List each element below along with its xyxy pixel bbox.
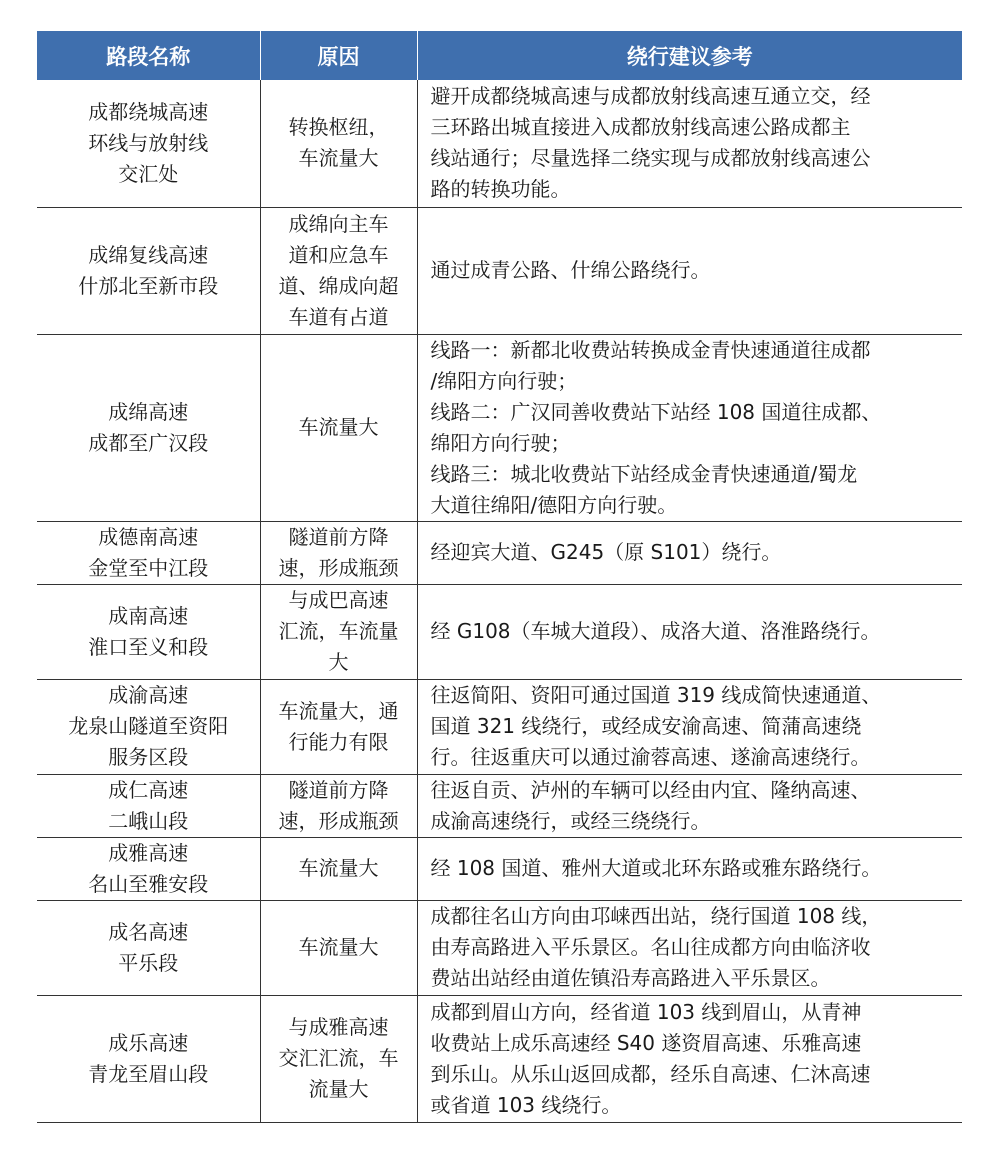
road-text-line: 环线与放射线: [88, 130, 209, 155]
advice-text-line: 经 108 国道、雅州大道或北环东路或雅东路绕行。: [430, 856, 882, 880]
reason-text-line: 交汇汇流，车: [278, 1046, 399, 1070]
reason-text-line: 车流量大: [298, 856, 379, 880]
road-name-cell: [37, 334, 260, 521]
table-row: [37, 837, 962, 900]
advice-text-line: 到乐山。从乐山返回成都，经乐自高速、仁沐高速: [430, 1061, 871, 1086]
reason-cell: [260, 521, 417, 584]
road-text-line: 成绵高速: [108, 399, 189, 424]
advice-text-line: 收费站上成乐高速经 S40 遂资眉高速、乐雅高速: [430, 1030, 862, 1055]
detour-advice-cell: [417, 207, 962, 334]
reason-text-line: 流量大: [308, 1077, 369, 1101]
detour-advice-cell: [417, 80, 962, 207]
advice-text-line: 经 G108（车城大道段）、成洛大道、洛淮路绕行。: [430, 619, 881, 643]
advice-text-line: 成渝高速绕行，或经三绕绕行。: [430, 808, 711, 833]
advice-text-line: 大道往绵阳/德阳方向行驶。: [430, 492, 678, 517]
advice-text-line: 成都到眉山方向，经省道 103 线到眉山，从青神: [430, 999, 862, 1024]
advice-text-line: 三环路出城直接进入成都放射线高速公路成都主: [430, 115, 851, 140]
road-text-line: 成渝高速: [108, 683, 189, 707]
detour-advice-cell: [417, 521, 962, 584]
reason-text-line: 与成雅高速: [288, 1015, 389, 1039]
reason-cell: [260, 837, 417, 900]
reason-cell: [260, 679, 417, 774]
advice-text-line: 线路三：城北收费站下站经成金青快速通道/蜀龙: [430, 461, 858, 486]
road-text-line: 龙泉山隧道至资阳: [68, 714, 229, 738]
advice-text-line: 往返自贡、泸州的车辆可以经由内宜、隆纳高速、: [430, 777, 871, 802]
road-text-line: 什邡北至新市段: [78, 273, 219, 298]
road-text-line: 淮口至义和段: [88, 634, 209, 659]
reason-text-line: 车流量大: [298, 935, 379, 959]
road-name-cell: [37, 584, 260, 679]
road-text-line: 成仁高速: [108, 777, 189, 802]
road-name-cell: [37, 837, 260, 900]
reason-cell: [260, 80, 417, 207]
reason-text-line: 大: [328, 650, 349, 674]
road-text-line: 成乐高速: [108, 1030, 189, 1055]
reason-cell: [260, 207, 417, 334]
table-body: [37, 80, 962, 1122]
road-text-line: 成雅高速: [108, 840, 189, 865]
reason-cell: [260, 900, 417, 995]
reason-text-line: 车流量大: [298, 146, 379, 171]
road-text-line: 成都绕城高速: [88, 99, 209, 124]
table-row: [37, 207, 962, 334]
road-text-line: 成都至广汉段: [88, 430, 209, 455]
detour-table-container: [37, 31, 962, 1123]
detour-advice-cell: [417, 995, 962, 1122]
reason-text-line: 转换枢纽，: [288, 115, 389, 140]
advice-text-line: 线路二：广汉同善收费站下站经 108 国道往成都、: [430, 399, 882, 424]
reason-cell: [260, 774, 417, 837]
road-text-line: 名山至雅安段: [88, 871, 209, 896]
header-reason: 原因: [260, 32, 417, 81]
table-row: [37, 80, 962, 207]
reason-text-line: 车流量大，通: [278, 698, 399, 723]
reason-text-line: 隧道前方降: [288, 777, 389, 802]
road-text-line: 交汇处: [118, 161, 179, 186]
advice-text-line: 国道 321 线绕行，或经成安渝高速、简蒲高速绕: [430, 714, 862, 738]
road-text-line: 二峨山段: [108, 808, 189, 833]
table-row: [37, 995, 962, 1122]
table-row: [37, 900, 962, 995]
header-row: [37, 32, 962, 81]
detour-table: [37, 31, 962, 1123]
road-text-line: 成德南高速: [98, 524, 199, 549]
road-text-line: 金堂至中江段: [88, 555, 209, 580]
road-text-line: 成绵复线高速: [88, 242, 209, 267]
table-row: [37, 774, 962, 837]
header-road-name: 路段名称: [37, 32, 260, 81]
reason-cell: [260, 334, 417, 521]
reason-text-line: 速，形成瓶颈: [278, 808, 399, 833]
table-row: [37, 521, 962, 584]
table-header: [37, 32, 962, 81]
reason-text-line: 速，形成瓶颈: [278, 555, 399, 580]
reason-text-line: 道、绵成向超: [278, 273, 399, 298]
advice-text-line: 线路一：新都北收费站转换成金青快速通道往成都: [430, 337, 871, 362]
road-name-cell: [37, 995, 260, 1122]
table-row: [37, 679, 962, 774]
advice-text-line: 往返简阳、资阳可通过国道 319 线成简快速通道、: [430, 683, 882, 707]
road-text-line: 青龙至眉山段: [88, 1061, 209, 1086]
advice-text-line: /绵阳方向行驶；: [430, 368, 578, 393]
reason-text-line: 行能力有限: [288, 729, 389, 754]
road-name-cell: [37, 207, 260, 334]
road-text-line: 成南高速: [108, 603, 189, 628]
table-row: [37, 334, 962, 521]
detour-advice-cell: [417, 774, 962, 837]
reason-text-line: 与成巴高速: [288, 588, 389, 612]
detour-advice-cell: [417, 837, 962, 900]
reason-text-line: 汇流，车流量: [278, 619, 399, 643]
road-name-cell: [37, 521, 260, 584]
advice-text-line: 成都往名山方向由邛崃西出站，绕行国道 108 线，: [430, 904, 882, 928]
reason-cell: [260, 995, 417, 1122]
advice-text-line: 经迎宾大道、G245（原 S101）绕行。: [430, 540, 782, 564]
road-text-line: 平乐段: [118, 950, 179, 975]
advice-text-line: 通过成青公路、什绵公路绕行。: [430, 258, 711, 282]
road-name-cell: [37, 80, 260, 207]
road-name-cell: [37, 900, 260, 995]
road-text-line: 服务区段: [108, 745, 189, 769]
advice-text-line: 避开成都绕城高速与成都放射线高速互通立交，经: [430, 84, 871, 109]
advice-text-line: 行。往返重庆可以通过渝蓉高速、遂渝高速绕行。: [430, 745, 871, 769]
road-name-cell: [37, 774, 260, 837]
reason-text-line: 成绵向主车: [288, 211, 389, 236]
detour-advice-cell: [417, 679, 962, 774]
advice-text-line: 由寿高路进入平乐景区。名山往成都方向由临济收: [430, 935, 871, 959]
reason-text-line: 隧道前方降: [288, 524, 389, 549]
header-detour-advice: 绕行建议参考: [417, 32, 962, 81]
advice-text-line: 线站通行；尽量选择二绕实现与成都放射线高速公: [430, 146, 871, 171]
road-text-line: 成名高速: [108, 919, 189, 944]
road-name-cell: [37, 679, 260, 774]
detour-advice-cell: [417, 900, 962, 995]
table-row: [37, 584, 962, 679]
detour-advice-cell: [417, 334, 962, 521]
advice-text-line: 路的转换功能。: [430, 177, 571, 202]
advice-text-line: 或省道 103 线绕行。: [430, 1092, 622, 1117]
reason-text-line: 车道有占道: [288, 304, 389, 329]
advice-text-line: 费站出站经由道佐镇沿寿高路进入平乐景区。: [430, 966, 831, 990]
detour-advice-cell: [417, 584, 962, 679]
advice-text-line: 绵阳方向行驶；: [430, 430, 571, 455]
reason-cell: [260, 584, 417, 679]
reason-text-line: 车流量大: [298, 415, 379, 439]
reason-text-line: 道和应急车: [288, 242, 389, 267]
